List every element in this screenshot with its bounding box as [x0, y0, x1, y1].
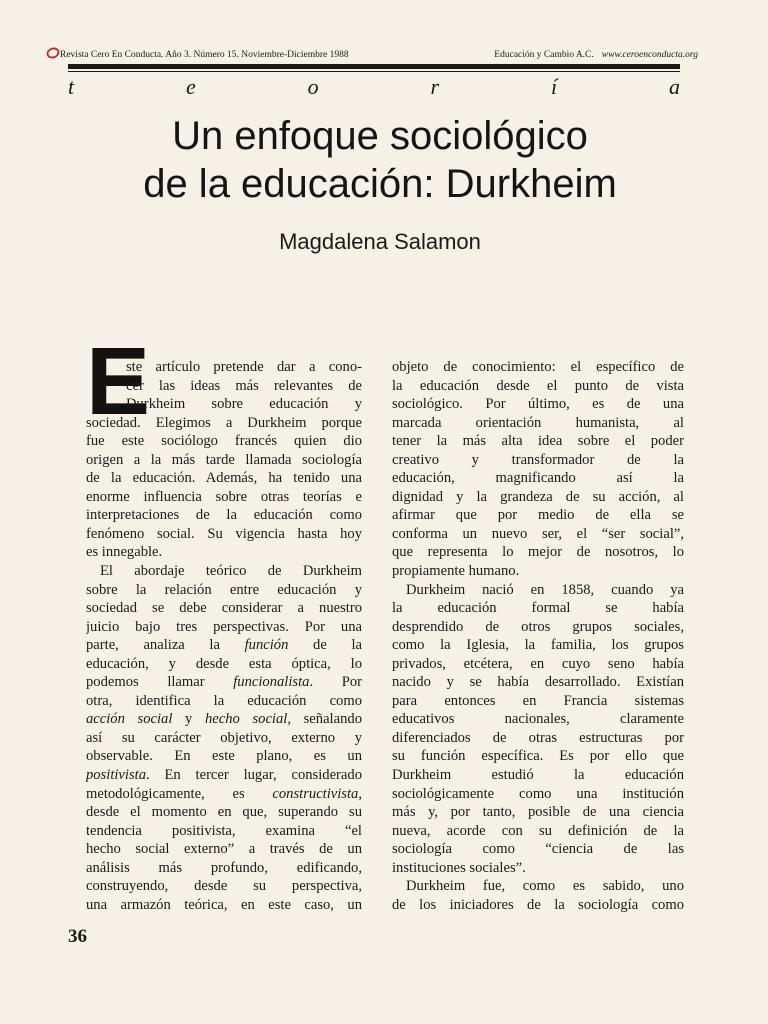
text-line: enorme influencia sobre otras teorías e: [86, 488, 362, 505]
cero-logo-icon: [46, 47, 60, 59]
text-line: nueva, acorde con su definición de la: [392, 822, 684, 839]
text-line: otra, identifica la educación como: [86, 692, 362, 709]
text-line: hecho social externo” a través de un: [86, 841, 362, 858]
section-letter: í: [550, 74, 558, 99]
text-line: afirmar que por medio de ella se: [392, 507, 684, 524]
text-line: ste artículo pretende dar a cono-: [126, 359, 362, 375]
text-line: [86, 785, 362, 804]
article-title-line: Un enfoque sociológico: [172, 114, 588, 158]
text-line: [86, 673, 362, 692]
text-line: tener la más alta idea sobre el poder: [392, 433, 684, 450]
text-line: sociedad. Elegimos a Durkheim porque: [86, 414, 362, 431]
text-line: interpretaciones de la educación como: [86, 507, 362, 524]
header-rule-thick: [68, 64, 680, 69]
text-line: sociedad se debe considerar a nuestro: [86, 600, 362, 617]
text-run: de la: [313, 637, 362, 654]
text-line: de los iniciadores de la sociología como: [392, 896, 684, 913]
text-line: origen a la más tarde llamada sociología: [86, 451, 362, 468]
header-rule-thin: [68, 71, 680, 72]
text-line: nacido y se había desarrollado. Existían: [392, 674, 684, 691]
text-line: su función específica. Es por ello que: [392, 748, 684, 765]
text-line: análisis más profundo, edificando,: [86, 859, 362, 876]
text-line: tendencia positivista, examina “el: [86, 822, 362, 839]
text-line: juicio bajo tres perspectivas. Por una: [86, 618, 362, 635]
text-line: sociológicamente como una institución: [392, 785, 684, 802]
italic-term: función: [244, 637, 289, 654]
text-line: la educación formal se había: [392, 600, 684, 617]
section-letter: t: [68, 74, 75, 99]
drop-cap: E: [86, 328, 151, 435]
text-line: educación, magnificando así la: [392, 470, 684, 487]
text-line: dignidad y la grandeza de su acción, al: [392, 488, 684, 505]
text-line: fenómeno social. Su vigencia hasta hoy: [86, 525, 362, 542]
text-line: cer las ideas más relevantes de: [126, 377, 362, 394]
section-letter: o: [307, 74, 319, 99]
article-title-line: de la educación: Durkheim: [143, 162, 617, 206]
text-line: educativos nacionales, claramente: [392, 711, 684, 728]
text-line: para entonces en Francia sistemas: [392, 692, 684, 709]
journal-citation: Revista Cero En Conducta. Año 3. Número 15. Noviembre-Diciembre 1988: [60, 50, 349, 60]
text-line: Durkheim nació en 1858, cuando ya: [406, 581, 684, 598]
text-line: construyendo, desde su perspectiva,: [86, 878, 362, 895]
section-letter: a: [668, 74, 680, 99]
text-run: , señalando: [287, 711, 362, 728]
text-run: y: [185, 711, 193, 728]
text-line: la educación desde el punto de vista: [392, 377, 684, 394]
text-line: observable. En este plano, es un: [86, 748, 362, 765]
text-line: fue este sociólogo francés quien dio: [86, 433, 362, 450]
text-line: sobre la relación entre educación y: [86, 581, 362, 598]
text-run: . Por: [309, 674, 362, 691]
italic-term: acción social: [86, 711, 173, 728]
text-run: podemos llamar: [86, 674, 205, 691]
section-letter: e: [186, 74, 196, 99]
article-author: Magdalena Salamon: [279, 229, 481, 254]
publisher-name: Educación y Cambio A.C.: [494, 50, 594, 60]
text-line: [86, 710, 362, 729]
text-line: Durkheim fue, como es sabido, uno: [406, 878, 684, 895]
text-line: más y, por tanto, posible de una ciencia: [392, 804, 684, 821]
text-run: parte, analiza la: [86, 637, 220, 654]
text-line: Durkheim sobre educación y: [126, 396, 362, 413]
text-line: como la Iglesia, la familia, los grupos: [392, 637, 684, 654]
text-run: . En tercer lugar, considerado: [146, 767, 362, 784]
text-run: metodológicamente, es: [86, 785, 245, 802]
italic-term: funcionalista: [233, 674, 310, 691]
italic-term: constructivista,: [272, 785, 362, 802]
section-letter: r: [430, 74, 440, 99]
body-column-left: [86, 358, 362, 914]
publisher-info: [494, 46, 698, 64]
article-title: [40, 112, 720, 208]
text-line: creativo y transformador de la: [392, 451, 684, 468]
text-line: privados, etcétera, en cuyo seno había: [392, 655, 684, 672]
italic-term: hecho social: [204, 711, 288, 728]
publisher-website: www.ceroenconducta.org: [601, 50, 698, 60]
italic-term: positivista: [86, 767, 146, 784]
text-line: educación, y desde esta óptica, lo: [86, 655, 362, 672]
text-line: conforma un nuevo ser, el “ser social”,: [392, 525, 684, 542]
page-number: 36: [68, 926, 87, 947]
running-header: [46, 46, 698, 64]
text-line: [86, 766, 362, 785]
text-line: propiamente humano.: [392, 563, 520, 580]
section-label: [68, 74, 680, 100]
text-line: es innegable.: [86, 544, 163, 561]
text-line: diferenciados de otras estructuras por: [392, 729, 684, 746]
text-line: una armazón teórica, en este caso, un: [86, 896, 362, 913]
text-line: [86, 636, 362, 655]
text-line: desde el momento en que, superando su: [86, 804, 362, 821]
text-line: objeto de conocimiento: el específico de: [392, 359, 684, 375]
text-line: El abordaje teórico de Durkheim: [100, 563, 362, 580]
text-line: Durkheim estudió la educación: [392, 767, 684, 784]
text-line: de la educación. Además, ha tenido una: [86, 470, 362, 487]
text-line: sociológico. Por último, es de una: [392, 396, 684, 413]
body-column-right: [392, 358, 684, 914]
text-line: así su carácter objetivo, externo y: [86, 729, 362, 746]
text-line: desprendido de otros grupos sociales,: [392, 618, 684, 635]
text-line: instituciones sociales”.: [392, 859, 526, 876]
text-line: sociología como “ciencia de las: [392, 841, 684, 858]
text-line: marcada orientación humanista, al: [392, 414, 684, 431]
text-line: que representa lo mejor de nosotros, lo: [392, 544, 684, 561]
